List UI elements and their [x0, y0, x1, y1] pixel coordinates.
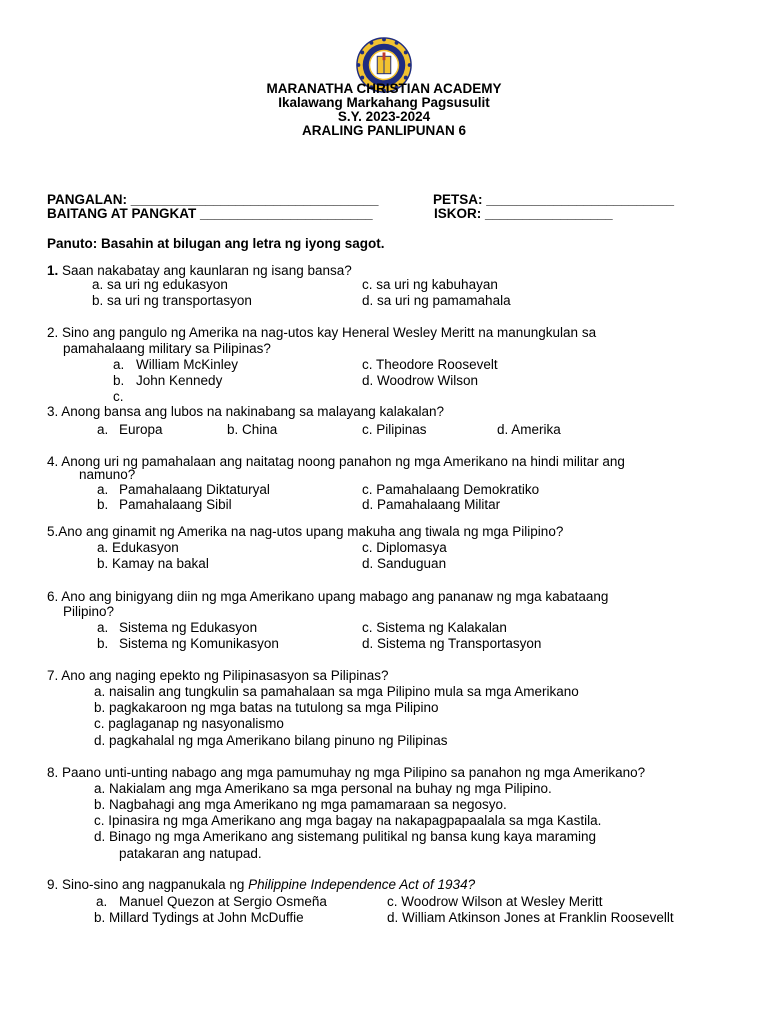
pangalan-field[interactable]: PANGALAN: _________________________________ [47, 192, 379, 207]
question-2-line2: pamahalaang military sa Pilipinas? [63, 341, 271, 356]
question-8: 8. Paano unti-unting nabago ang mga pamumuhay ng mga Pilipino sa panahon ng mga Amerikano? [47, 765, 646, 780]
question-text: Saan nakabatay ang kaunlaran ng isang bansa? [58, 263, 352, 278]
choice[interactable]: Sistema ng Edukasyon [119, 620, 258, 635]
school-year: S.Y. 2023-2024 [337, 109, 431, 124]
iskor-field[interactable]: ISKOR: _________________ [434, 206, 613, 221]
choice[interactable]: d. sa uri ng pamamahala [362, 293, 511, 308]
choice-letter: c. [113, 389, 124, 404]
question-2-line1: 2. Sino ang pangulo ng Amerika na nag-utos kay Heneral Wesley Meritt na manungkulan sa [47, 325, 597, 340]
choice[interactable]: d. Woodrow Wilson [362, 373, 479, 388]
choice[interactable]: b. Kamay na bakal [97, 556, 209, 571]
choice[interactable]: Europa [119, 422, 163, 437]
choice[interactable]: b. China [227, 422, 278, 437]
question-4-line2: namuno? [79, 467, 136, 482]
petsa-field[interactable]: PETSA: _________________________ [433, 192, 674, 207]
choice[interactable]: c. paglaganap ng nasyonalismo [94, 716, 284, 731]
school-name: MARANATHA CHRISTIAN ACADEMY [266, 81, 502, 96]
choice[interactable]: c. Theodore Roosevelt [362, 357, 498, 372]
choice[interactable]: b. Millard Tydings at John McDuffie [94, 910, 304, 925]
choice[interactable]: d. pagkahalal ng mga Amerikano bilang pinuno ng Pilipinas [94, 733, 448, 748]
baitang-field[interactable]: BAITANG AT PANGKAT _______________________ [47, 206, 373, 221]
question-5: 5.Ano ang ginamit ng Amerika na nag-utos upang makuha ang tiwala ng mga Pilipino? [47, 524, 564, 539]
choice[interactable]: d. William Atkinson Jones at Franklin Roosevellt [387, 910, 674, 925]
choice-continuation: patakaran ang natupad. [119, 846, 262, 861]
question-6-line2: Pilipino? [63, 604, 115, 619]
choice[interactable]: d. Sanduguan [362, 556, 447, 571]
question-text: 9. Sino-sino ang nagpanukala ng [47, 877, 249, 892]
question-3: 3. Anong bansa ang lubos na nakinabang sa malayang kalakalan? [47, 404, 445, 419]
choice[interactable]: d. Pamahalaang Militar [362, 497, 501, 512]
choice[interactable]: c. Pamahalaang Demokratiko [362, 482, 540, 497]
choice[interactable]: b. sa uri ng transportasyon [92, 293, 252, 308]
choice[interactable]: d. Sistema ng Transportasyon [362, 636, 542, 651]
choice[interactable]: a. Edukasyon [97, 540, 179, 555]
choice-letter: a. [97, 422, 109, 437]
choice[interactable]: John Kennedy [136, 373, 223, 388]
choice[interactable]: a. sa uri ng edukasyon [92, 277, 228, 292]
choice[interactable]: a. Nakialam ang mga Amerikano sa mga personal na buhay ng mga Pilipino. [94, 781, 552, 796]
subject-title: ARALING PANLIPUNAN 6 [301, 123, 466, 138]
question-act-title: Philippine Independence Act of 1934? [248, 877, 476, 892]
choice-letter: b. [113, 373, 125, 388]
choice-letter: a. [97, 482, 109, 497]
question-6-line1: 6. Ano ang binigyang diin ng mga Amerikano upang mabago ang pananaw ng mga kabataang [47, 589, 609, 604]
choice-letter: a. [96, 894, 108, 909]
choice[interactable]: Sistema ng Komunikasyon [119, 636, 279, 651]
choice-letter: a. [113, 357, 125, 372]
question-number: 1. [47, 263, 59, 278]
choice[interactable]: b. pagkakaroon ng mga batas na tutulong sa mga Pilipino [94, 700, 439, 715]
choice[interactable]: Manuel Quezon at Sergio Osmeña [119, 894, 327, 909]
choice-letter: a. [97, 620, 109, 635]
choice[interactable]: c. Pilipinas [362, 422, 427, 437]
choice[interactable]: a. naisalin ang tungkulin sa pamahalaan sa mga Pilipino mula sa mga Amerikano [94, 684, 579, 699]
choice[interactable]: c. Ipinasira ng mga Amerikano ang mga bagay na nakapagpapaalala sa mga Kastila. [94, 813, 602, 828]
question-7: 7. Ano ang naging epekto ng Pilipinasasyon sa Pilipinas? [47, 668, 389, 683]
choice[interactable]: d. Amerika [497, 422, 561, 437]
choice[interactable]: d. Binago ng mga Amerikano ang sistemang pulitikal ng bansa kung kaya maraming [94, 829, 597, 844]
exam-title: Ikalawang Markahang Pagsusulit [278, 95, 490, 110]
choice[interactable]: c. Diplomasya [362, 540, 447, 555]
choice[interactable]: c. Sistema ng Kalakalan [362, 620, 507, 635]
choice[interactable]: Pamahalaang Sibil [119, 497, 232, 512]
choice-letter: b. [97, 497, 109, 512]
question-9 [47, 877, 475, 893]
question-4-line1: 4. Anong uri ng pamahalaan ang naitatag noong panahon ng mga Amerikano na hindi militar ang [47, 454, 625, 469]
choice-letter: b. [97, 636, 109, 651]
choice[interactable]: c. Woodrow Wilson at Wesley Meritt [387, 894, 603, 909]
choice[interactable]: c. sa uri ng kabuhayan [362, 277, 498, 292]
choice[interactable]: William McKinley [136, 357, 239, 372]
choice[interactable]: b. Nagbahagi ang mga Amerikano ng mga pamamaraan sa negosyo. [94, 797, 507, 812]
choice[interactable]: Pamahalaang Diktaturyal [119, 482, 270, 497]
instruction: Panuto: Basahin at bilugan ang letra ng iyong sagot. [47, 236, 385, 251]
